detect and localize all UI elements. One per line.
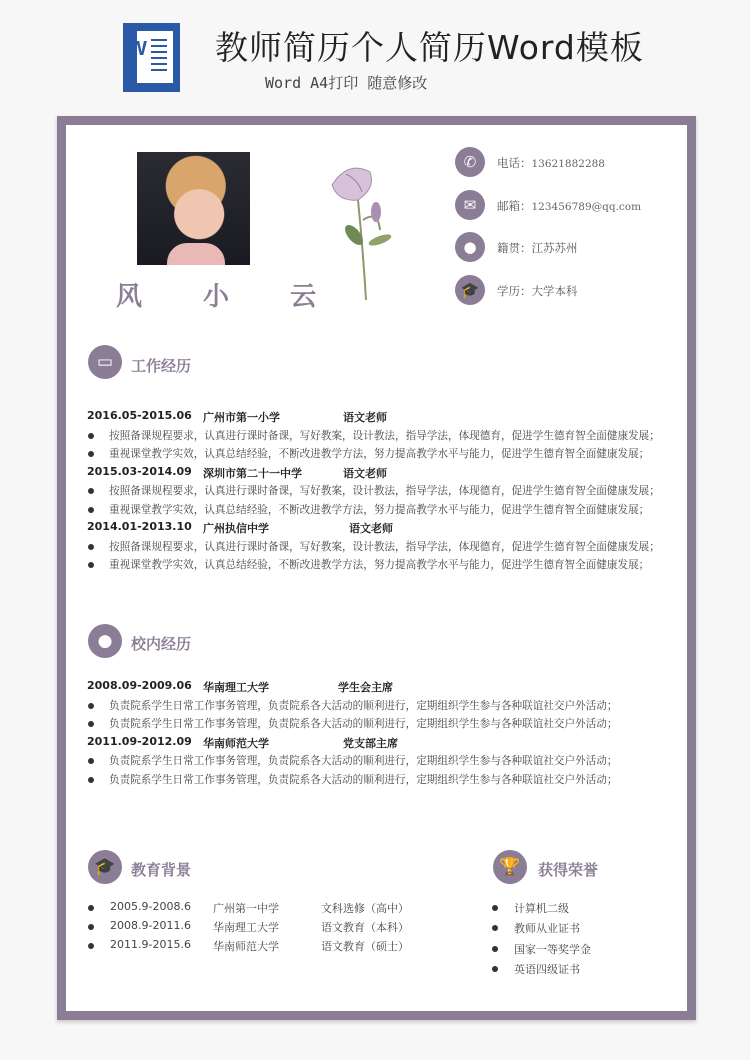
entry-organization: 广州执信中学 [203, 522, 269, 535]
entry-role: 党支部主席 [343, 736, 398, 750]
entry-role: 语文老师 [349, 522, 393, 535]
entry-date: 2011.09-2012.09 [87, 734, 192, 748]
entry-role: 语文老师 [343, 411, 387, 424]
entry-organization: 华南理工大学 [203, 681, 269, 694]
contact-phone: 电话：13621882288 [497, 156, 605, 170]
graduation-cap-icon: 🎓 [455, 275, 485, 305]
bullet-dot [492, 946, 498, 952]
person-icon: ● [88, 624, 122, 658]
entry-organization: 广州市第一小学 [203, 411, 280, 424]
entry-organization: 深圳市第二十一中学 [203, 466, 302, 480]
entry-role: 学生会主席 [338, 681, 393, 694]
page-subtitle: Word A4打印 随意修改 [265, 74, 428, 92]
bullet-dot [88, 905, 94, 911]
honor-item: 国家一等奖学金 [514, 942, 591, 956]
person-icon: ● [455, 232, 485, 262]
bullet-dot [88, 758, 94, 764]
profile-name: 风 小 云 [116, 282, 343, 312]
entry-bullet: 重视课堂教学实效，认真总结经验，不断改进教学方法，努力提高教学水平与能力，促进学生德育智全面健康发展； [109, 448, 650, 460]
bullet-dot [88, 943, 94, 949]
entry-bullet: 负责院系学生日常工作事务管理，负责院系各大活动的顺利进行，定期组织学生参与各种联谊社交户外活动； [109, 699, 618, 712]
section-title-work: 工作经历 [131, 357, 192, 375]
word-logo: W [123, 23, 180, 92]
phone-icon: ✆ [455, 147, 485, 177]
entry-bullet: 重视课堂教学实效，认真总结经验，不断改进教学方法，努力提高教学水平与能力，促进学生德育智全面健康发展； [109, 559, 650, 571]
entry-date: 2016.05-2015.06 [87, 409, 192, 422]
education-school: 广州第一中学 [213, 902, 279, 915]
section-title-campus: 校内经历 [131, 635, 192, 653]
contact-email: 邮箱：123456789@qq.com [497, 199, 642, 213]
section-title-honors: 获得荣誉 [538, 861, 599, 879]
graduation-cap-icon: 🎓 [88, 850, 122, 884]
education-school: 华南师范大学 [213, 940, 279, 953]
flower-illustration [318, 160, 418, 305]
page-title: 教师简历个人简历Word模板 [215, 28, 644, 67]
bullet-dot [88, 451, 94, 457]
honor-item: 教师从业证书 [514, 922, 580, 936]
bullet-dot [88, 507, 94, 513]
entry-bullet: 按照备课规程要求，认真进行课时备课，写好教案，设计教法，指导学法，体现德育，促进学生德育智全面健康发展； [109, 429, 660, 442]
bullet-dot [492, 966, 498, 972]
mail-icon: ✉ [455, 190, 485, 220]
education-major: 语文教育（本科） [321, 921, 409, 934]
entry-bullet: 按照备课规程要求，认真进行课时备课，写好教案，设计教法，指导学法，体现德育，促进学生德育智全面健康发展； [109, 540, 660, 553]
entry-organization: 华南师范大学 [203, 736, 269, 750]
entry-bullet: 重视课堂教学实效，认真总结经验，不断改进教学方法，努力提高教学水平与能力，促进学生德育智全面健康发展； [109, 503, 650, 516]
entry-date: 2014.01-2013.10 [87, 520, 192, 533]
entry-bullet: 按照备课规程要求，认真进行课时备课，写好教案，设计教法，指导学法，体现德育，促进学生德育智全面健康发展； [109, 485, 660, 497]
bullet-dot [88, 488, 94, 494]
bullet-dot [492, 905, 498, 911]
entry-bullet: 负责院系学生日常工作事务管理，负责院系各大活动的顺利进行，定期组织学生参与各种联谊社交户外活动； [109, 755, 618, 767]
bullet-dot [88, 562, 94, 568]
entry-date: 2015.03-2014.09 [87, 464, 192, 478]
contact-degree: 学历：大学本科 [497, 284, 578, 298]
bullet-dot [88, 924, 94, 930]
bullet-dot [88, 777, 94, 783]
bullet-dot [88, 721, 94, 727]
contact-hometown: 籍贯：江苏苏州 [497, 241, 578, 255]
entry-role: 语文老师 [343, 466, 387, 480]
profile-photo [137, 152, 250, 265]
trophy-icon: 🏆 [493, 850, 527, 884]
education-date: 2011.9-2015.6 [110, 938, 191, 951]
entry-date: 2008.09-2009.06 [87, 679, 192, 692]
education-school: 华南理工大学 [213, 921, 279, 934]
entry-bullet: 负责院系学生日常工作事务管理，负责院系各大活动的顺利进行，定期组织学生参与各种联谊社交户外活动； [109, 718, 618, 730]
education-date: 2005.9-2008.6 [110, 900, 191, 913]
bullet-dot [88, 703, 94, 709]
education-date: 2008.9-2011.6 [110, 919, 191, 932]
bullet-dot [88, 544, 94, 550]
honor-item: 英语四级证书 [514, 962, 580, 976]
section-title-education: 教育背景 [131, 861, 192, 879]
honor-item: 计算机二级 [514, 902, 569, 915]
education-major: 语文教育（硕士） [321, 940, 409, 953]
computer-icon: ▭ [88, 345, 122, 379]
education-major: 文科选修（高中） [321, 902, 409, 915]
bullet-dot [88, 433, 94, 439]
entry-bullet: 负责院系学生日常工作事务管理，负责院系各大活动的顺利进行，定期组织学生参与各种联谊社交户外活动； [109, 773, 618, 786]
